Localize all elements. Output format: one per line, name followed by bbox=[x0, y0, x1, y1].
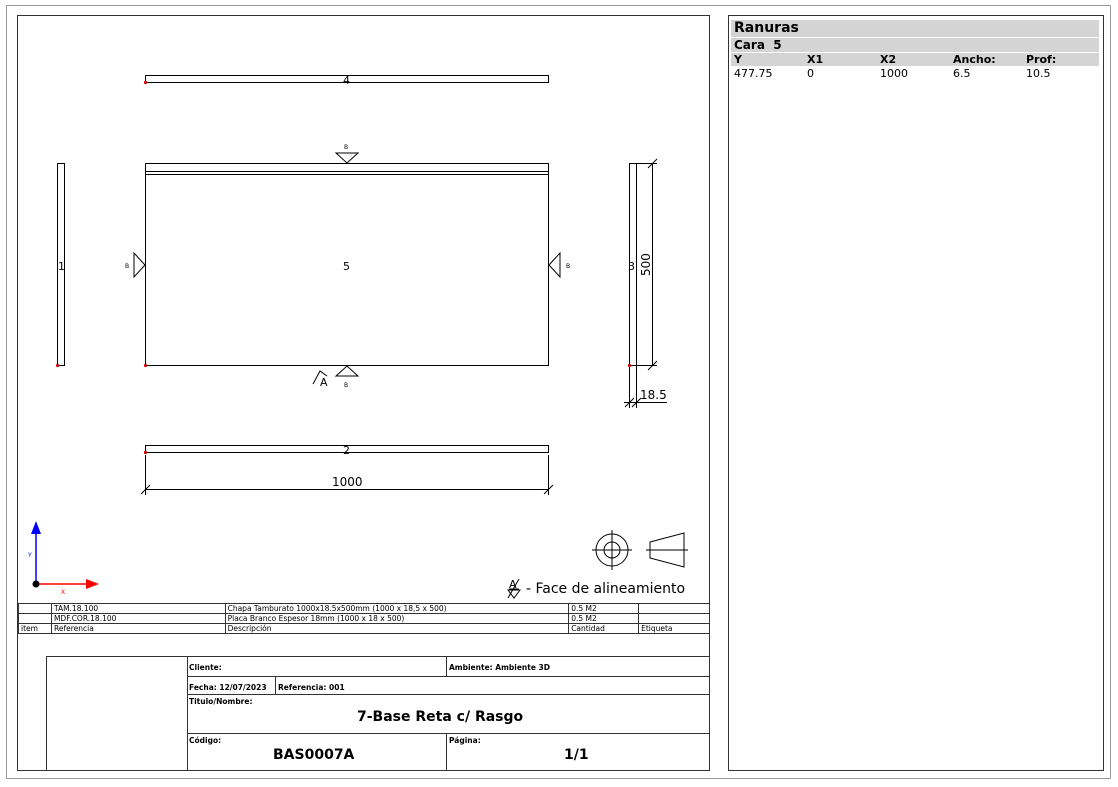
codigo-label: Código: bbox=[189, 736, 222, 745]
b-marker-right-icon bbox=[549, 253, 560, 277]
table-row bbox=[19, 614, 710, 624]
bom-header-ref: Referencia bbox=[51, 624, 225, 634]
a-marker-label: A bbox=[320, 376, 328, 389]
bom-header-item: item bbox=[19, 624, 52, 634]
piece-3-label: 3 bbox=[628, 260, 635, 273]
col-header-y: Y bbox=[734, 53, 742, 66]
origin-point bbox=[144, 451, 147, 454]
ambiente-label: Ambiente: Ambiente 3D bbox=[449, 663, 550, 672]
origin-point bbox=[56, 364, 59, 367]
cell-x1: 0 bbox=[807, 67, 814, 80]
align-symbol-letter: A bbox=[509, 578, 517, 591]
piece-5-label: 5 bbox=[343, 260, 350, 273]
tb-divider bbox=[187, 694, 710, 695]
col-header-ancho: Ancho: bbox=[953, 53, 996, 66]
pagina-label: Página: bbox=[449, 736, 481, 745]
bom-item bbox=[19, 604, 52, 614]
cara-label: Cara bbox=[734, 38, 765, 52]
bill-of-materials bbox=[18, 603, 710, 634]
referencia-label: Referencia: 001 bbox=[278, 683, 345, 692]
tb-divider bbox=[187, 676, 710, 677]
table-row bbox=[731, 67, 1099, 81]
ranuras-header-row bbox=[731, 53, 1099, 66]
height-dim-label: 500 bbox=[639, 253, 653, 276]
tb-divider bbox=[187, 656, 188, 771]
b-marker-top-icon bbox=[336, 153, 358, 163]
y-axis-label: Y bbox=[28, 552, 32, 559]
bom-tag bbox=[639, 604, 710, 614]
col-header-x2: X2 bbox=[880, 53, 897, 66]
bom-header-row bbox=[19, 624, 710, 634]
bom-header-qty: Cantidad bbox=[569, 624, 639, 634]
tb-divider bbox=[187, 733, 710, 734]
titulo-value: 7-Base Reta c/ Rasgo bbox=[357, 709, 524, 725]
cara-value: 5 bbox=[773, 38, 782, 52]
table-row bbox=[19, 604, 710, 614]
piece-4-label: 4 bbox=[343, 74, 350, 87]
bom-qty: 0.5 M2 bbox=[569, 614, 639, 624]
cliente-label: Cliente: bbox=[189, 663, 222, 672]
origin-point bbox=[628, 364, 631, 367]
bom-item bbox=[19, 614, 52, 624]
tb-divider bbox=[446, 733, 447, 771]
origin-point bbox=[144, 81, 147, 84]
x-axis-arrow-icon bbox=[86, 579, 99, 589]
cell-y: 477.75 bbox=[734, 67, 773, 80]
col-header-x1: X1 bbox=[807, 53, 824, 66]
cell-ancho: 6.5 bbox=[953, 67, 971, 80]
bom-tag bbox=[639, 614, 710, 624]
cara-bar bbox=[731, 38, 1099, 52]
b-marker-left-icon bbox=[134, 253, 145, 277]
bom-header-tag: Etiqueta bbox=[639, 624, 710, 634]
width-dim-label: 1000 bbox=[332, 475, 363, 489]
b-label-right: B bbox=[566, 263, 571, 270]
bom-qty: 0.5 M2 bbox=[569, 604, 639, 614]
ranuras-title: Ranuras bbox=[734, 20, 799, 36]
thickness-dim-label: 18.5 bbox=[640, 388, 667, 402]
codigo-value: BAS0007A bbox=[273, 747, 355, 763]
x-axis-label: X bbox=[61, 589, 66, 596]
b-label-left: B bbox=[125, 263, 130, 270]
tb-divider bbox=[446, 656, 447, 676]
origin-point bbox=[144, 364, 147, 367]
col-header-prof: Prof: bbox=[1026, 53, 1057, 66]
bom-desc: Chapa Tamburato 1000x18.5x500mm (1000 x 18,5 x 500) bbox=[225, 604, 569, 614]
y-axis-arrow-icon bbox=[31, 521, 41, 534]
b-label-bottom: B bbox=[344, 382, 349, 389]
bom-ref: MDF.COR.18.100 bbox=[51, 614, 225, 624]
piece-1-label: 1 bbox=[58, 260, 65, 273]
bom-ref: TAM.18.100 bbox=[51, 604, 225, 614]
piece-2-label: 2 bbox=[343, 444, 350, 457]
cell-x2: 1000 bbox=[880, 67, 908, 80]
bom-header-desc: Descripción bbox=[225, 624, 569, 634]
axis-origin bbox=[33, 581, 40, 588]
b-label-top: B bbox=[344, 144, 349, 151]
bom-desc: Placa Branco Espesor 18mm (1000 x 18 x 500) bbox=[225, 614, 569, 624]
fecha-label: Fecha: 12/07/2023 bbox=[189, 683, 267, 692]
alignment-legend: - Face de alineamiento bbox=[526, 581, 686, 597]
tb-divider bbox=[275, 677, 276, 694]
cell-prof: 10.5 bbox=[1026, 67, 1051, 80]
titulo-label: Titulo/Nombre: bbox=[189, 697, 253, 706]
pagina-value: 1/1 bbox=[564, 747, 589, 763]
b-marker-bottom-icon bbox=[336, 366, 358, 376]
ranuras-title-bar bbox=[731, 20, 1099, 37]
